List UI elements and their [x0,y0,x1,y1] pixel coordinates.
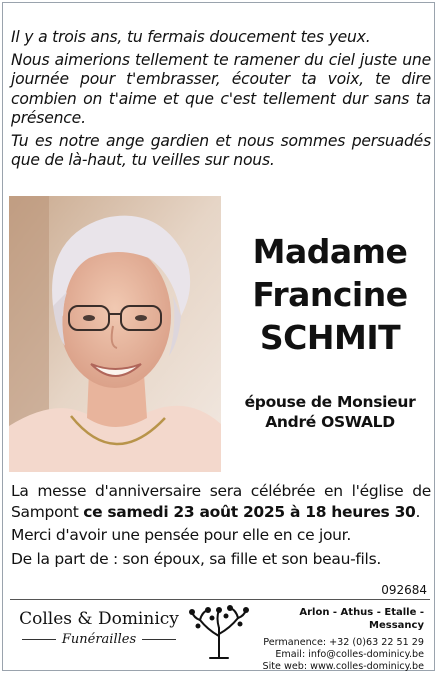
memorial-poem [11,28,431,174]
portrait-image [9,196,221,472]
mass-announcement [11,481,431,522]
portrait-photo [9,196,221,472]
mass-suffix: . [415,502,421,521]
announcement-text [11,481,431,572]
funeral-home-towns: Arlon - Athus - Etalle - Messancy [299,607,424,631]
subtitle-rule-left [22,639,56,640]
spouse-line-2: André OSWALD [265,413,395,431]
tree-icon [188,604,250,660]
family-line: De la part de : son époux, sa fille et son beau-fils. [11,549,381,568]
name-first: Francine [252,275,408,314]
name-title: Madame [252,232,408,271]
thought-line: Merci d'avoir une pensée pour elle en ce jour. [11,526,351,544]
deceased-name [230,230,430,359]
poem-paragraph-2: Nous aimerions tellement te ramener du ciel juste une journée pour t'embrasser, écouter ta voix, te dire combien on t'aime et que c'est tellement dur sans ta présence. [11,50,431,127]
funeral-home-logo [18,608,180,647]
name-last: SCHMIT [259,318,401,357]
funeral-home-email: Email: info@colles-dominicy.be [275,649,424,660]
funeral-home-subtitle-row [18,632,180,647]
funeral-home-name: Colles & Dominicy [19,609,179,629]
funeral-home-website: Site web: www.colles-dominicy.be [262,661,424,672]
funeral-home-contact [254,606,424,673]
mass-prefix: La messe d'anniversaire sera célébrée en l'église de Sampont [11,482,431,521]
spouse-info [230,392,430,432]
funeral-home-phone: Permanence: +32 (0)63 22 51 29 [263,637,424,648]
subtitle-rule-right [142,639,176,640]
funeral-home-subtitle: Funérailles [61,632,137,647]
poem-paragraph-3: Tu es notre ange gardien et nous sommes persuadés que de là-haut, tu veilles sur nous. [11,131,431,169]
spouse-line-1: épouse de Monsieur [244,393,416,411]
reference-number: 092684 [381,583,427,597]
mass-date: ce samedi 23 août 2025 à 18 heures 30 [83,502,416,521]
poem-paragraph-1: Il y a trois ans, tu fermais doucement tes yeux. [11,28,371,46]
footer-divider [10,599,430,600]
